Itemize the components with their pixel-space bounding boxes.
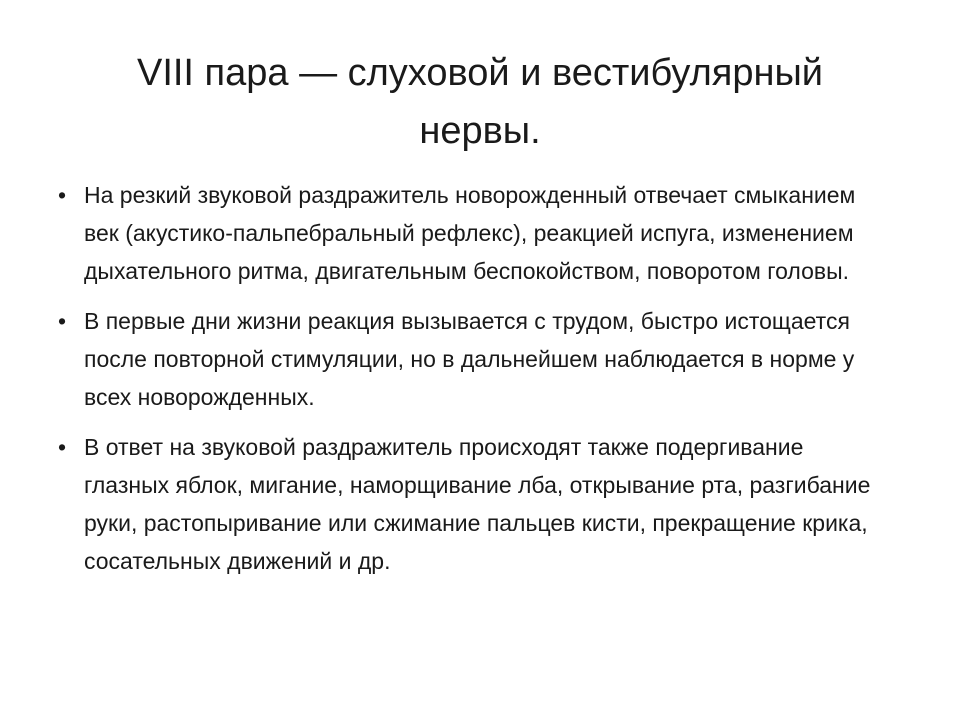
bullet-dot-icon: • — [58, 182, 67, 208]
bullet-text-1: На резкий звуковой раздражитель новорожденный отвечает смыканием век (акустико-пальпебральный рефлекс), реакцией испуга, изменением дыхательного ритма, двигательным беспокойством, поворотом головы. — [84, 182, 856, 284]
bullet-list — [52, 176, 882, 592]
bullet-dot-icon: • — [58, 434, 67, 460]
slide-title: VIII пара — слуховой и вестибулярный нервы. — [136, 52, 824, 152]
bullet-dot-icon: • — [58, 308, 67, 334]
bullet-item-2 — [52, 302, 882, 416]
bullet-item-1 — [52, 176, 882, 290]
bullet-text-2: В первые дни жизни реакция вызывается с трудом, быстро истощается после повторной стимуляции, но в дальнейшем наблюдается в норме у всех новорожденных. — [84, 308, 855, 410]
bullet-text-3: В ответ на звуковой раздражитель происходят также подергивание глазных яблок, мигание, наморщивание лба, открывание рта, разгибание руки, растопыривание или сжимание пальцев кисти, прекращение крика, сосательных движений и др. — [84, 434, 871, 574]
bullet-item-3 — [52, 428, 882, 580]
